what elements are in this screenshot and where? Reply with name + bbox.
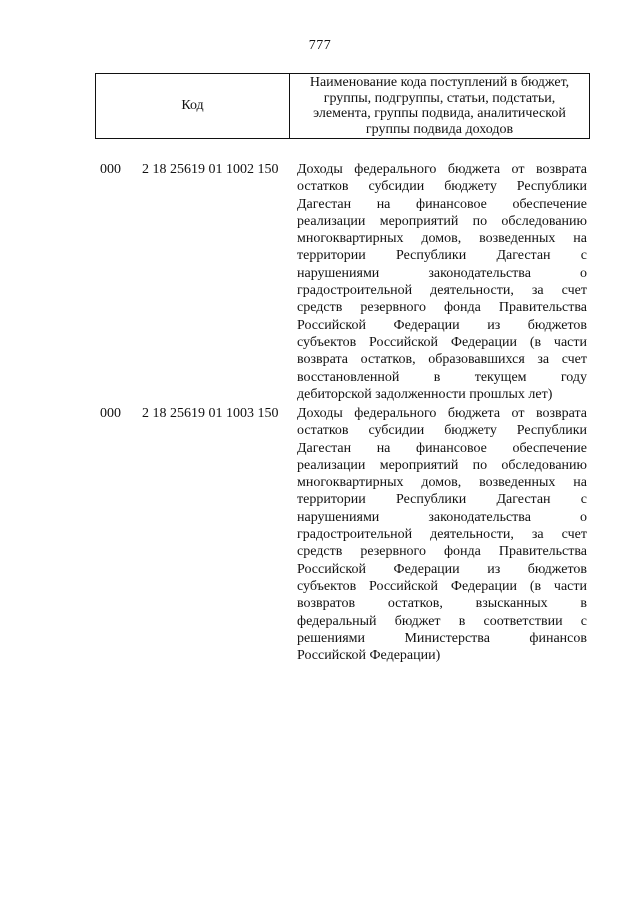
description-line: Российской Федерации из бюджетов	[297, 317, 587, 333]
description-line: Доходы федерального бюджета от возврата	[297, 406, 587, 421]
admin-code: 000	[100, 406, 121, 421]
description-line: реализации мероприятий по обследованию	[297, 457, 587, 473]
description-line: средств резервного фонда Правительства	[297, 300, 587, 316]
description-line: субъектов Российской Федерации (в части	[297, 334, 587, 350]
description-line: возврата остатков, образовавшихся за счет	[297, 352, 587, 368]
description-line: нарушениями законодательства о	[297, 265, 587, 281]
description-line: территории Республики Дагестан с	[297, 492, 587, 508]
description-line: многоквартирных домов, возведенных на	[297, 475, 587, 491]
table-header	[95, 73, 590, 139]
description-line: Российской Федерации из бюджетов	[297, 561, 587, 577]
header-code-column: Код	[96, 74, 290, 138]
revenue-description	[297, 405, 587, 664]
description-line: территории Республики Дагестан с	[297, 248, 587, 264]
description-line: остатков субсидии бюджету Республики	[297, 179, 587, 195]
header-name-column: Наименование кода поступлений в бюджет, группы, подгруппы, статьи, подстатьи, элемента, группы подвида, аналитической группы подвида доходов	[309, 75, 570, 137]
description-line: реализации мероприятий по обследованию	[297, 213, 587, 229]
revenue-description	[297, 161, 587, 403]
revenue-code: 2 18 25619 01 1002 150	[142, 162, 279, 177]
description-line: восстановленной в текущем году	[297, 369, 587, 385]
description-line: Доходы федерального бюджета от возврата	[297, 162, 587, 177]
revenue-code: 2 18 25619 01 1003 150	[142, 406, 279, 421]
description-line: многоквартирных домов, возведенных на	[297, 231, 587, 247]
description-line: возвратов остатков, взысканных в	[297, 596, 587, 612]
description-line: федеральный бюджет в соответствии с	[297, 613, 587, 629]
description-line: субъектов Российской Федерации (в части	[297, 578, 587, 594]
description-line: Дагестан на финансовое обеспечение	[297, 196, 587, 212]
description-line: градостроительной деятельности, за счет	[297, 527, 587, 543]
description-line: Дагестан на финансовое обеспечение	[297, 440, 587, 456]
description-line: средств резервного фонда Правительства	[297, 544, 587, 560]
description-line: градостроительной деятельности, за счет	[297, 283, 587, 299]
description-line: дебиторской задолженности прошлых лет)	[297, 386, 553, 402]
description-line: решениями Министерства финансов	[297, 630, 587, 646]
description-line: Российской Федерации)	[297, 648, 441, 664]
description-line: нарушениями законодательства о	[297, 509, 587, 525]
admin-code: 000	[100, 162, 121, 177]
description-line: остатков субсидии бюджету Республики	[297, 423, 587, 439]
page-number: 777	[308, 38, 332, 53]
